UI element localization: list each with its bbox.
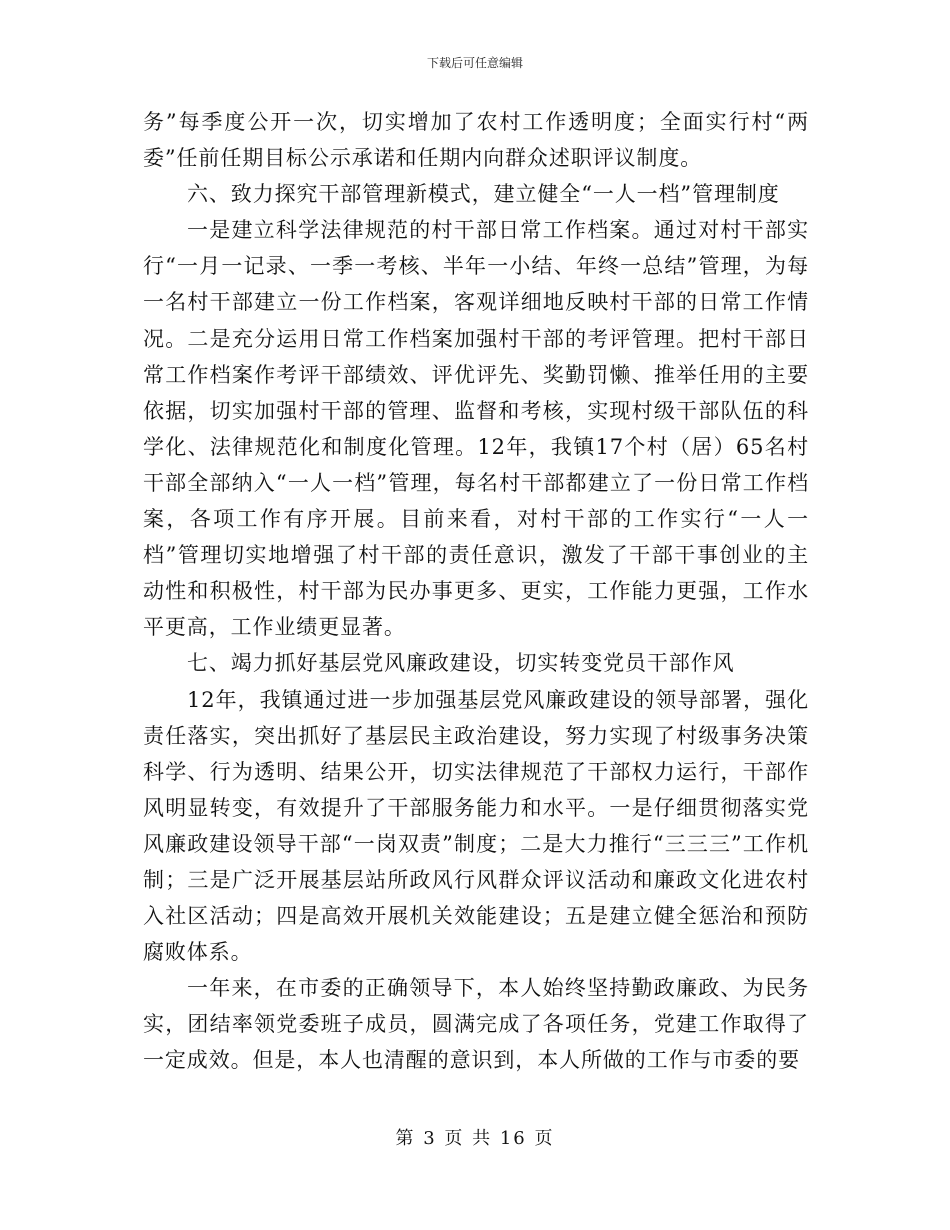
paragraph: 一是建立科学法律规范的村干部日常工作档案。通过对村干部实行“一月一记录、一季一考核、半年一小结、年终一总结”管理，为每一名村干部建立一份工作档案，客观详细地反映村干部的日常工作情况。二是充分运用日常工作档案加强村干部的考评管理。把村干部日常工作档案作考评干部绩效、评优评先、奖勤罚懒、推举任用的主要依据，切实加强村干部的管理、监督和考核，实现村级干部队伍的科学化、法律规范化和制度化管理。12年，我镇17个村（居）65名村干部全部纳入“一人一档”管理，每名村干部都建立了一份日常工作档案，各项工作有序开展。目前来看，对村干部的工作实行“一人一档”管理切实地增强了村干部的责任意识，激发了干部干事创业的主动性和积极性，村干部为民办事更多、更实，工作能力更强，工作水平更高，工作业绩更显著。 — [143, 218, 809, 640]
paragraph: 12年，我镇通过进一步加强基层党风廉政建设的领导部署，强化责任落实，突出抓好了基层民主政治建设，努力实现了村级事务决策科学、行为透明、结果公开，切实法律规范了干部权力运行，干部作风明显转变，有效提升了干部服务能力和水平。一是仔细贯彻落实党风廉政建设领导干部“一岗双责”制度；二是大力推行“三三三”工作机制；三是广泛开展基层站所政风行风群众评议活动和廉政文化进农村入社区活动；四是高效开展机关效能建设；五是建立健全惩治和预防腐败体系。 — [143, 687, 809, 965]
paragraph: 务”每季度公开一次，切实增加了农村工作透明度；全面实行村“两委”任前任期目标公示承诺和任期内向群众述职评议制度。 — [143, 110, 809, 171]
section-heading-7: 七、竭力抓好基层党风廉政建设，切实转变党员干部作风 — [187, 651, 735, 676]
page-header: 下载后可任意编辑 — [426, 56, 523, 70]
paragraph: 一年来，在市委的正确领导下，本人始终坚持勤政廉政、为民务实，团结率领党委班子成员，圆满完成了各项任务，党建工作取得了一定成效。但是，本人也清醒的意识到，本人所做的工作与市委的要 — [143, 976, 809, 1073]
document-body — [143, 104, 809, 1079]
page-number-footer: 第 3 页 共 16 页 — [395, 1128, 555, 1149]
section-heading-6: 六、致力探究干部管理新模式，建立健全“一人一档”管理制度 — [187, 182, 780, 207]
